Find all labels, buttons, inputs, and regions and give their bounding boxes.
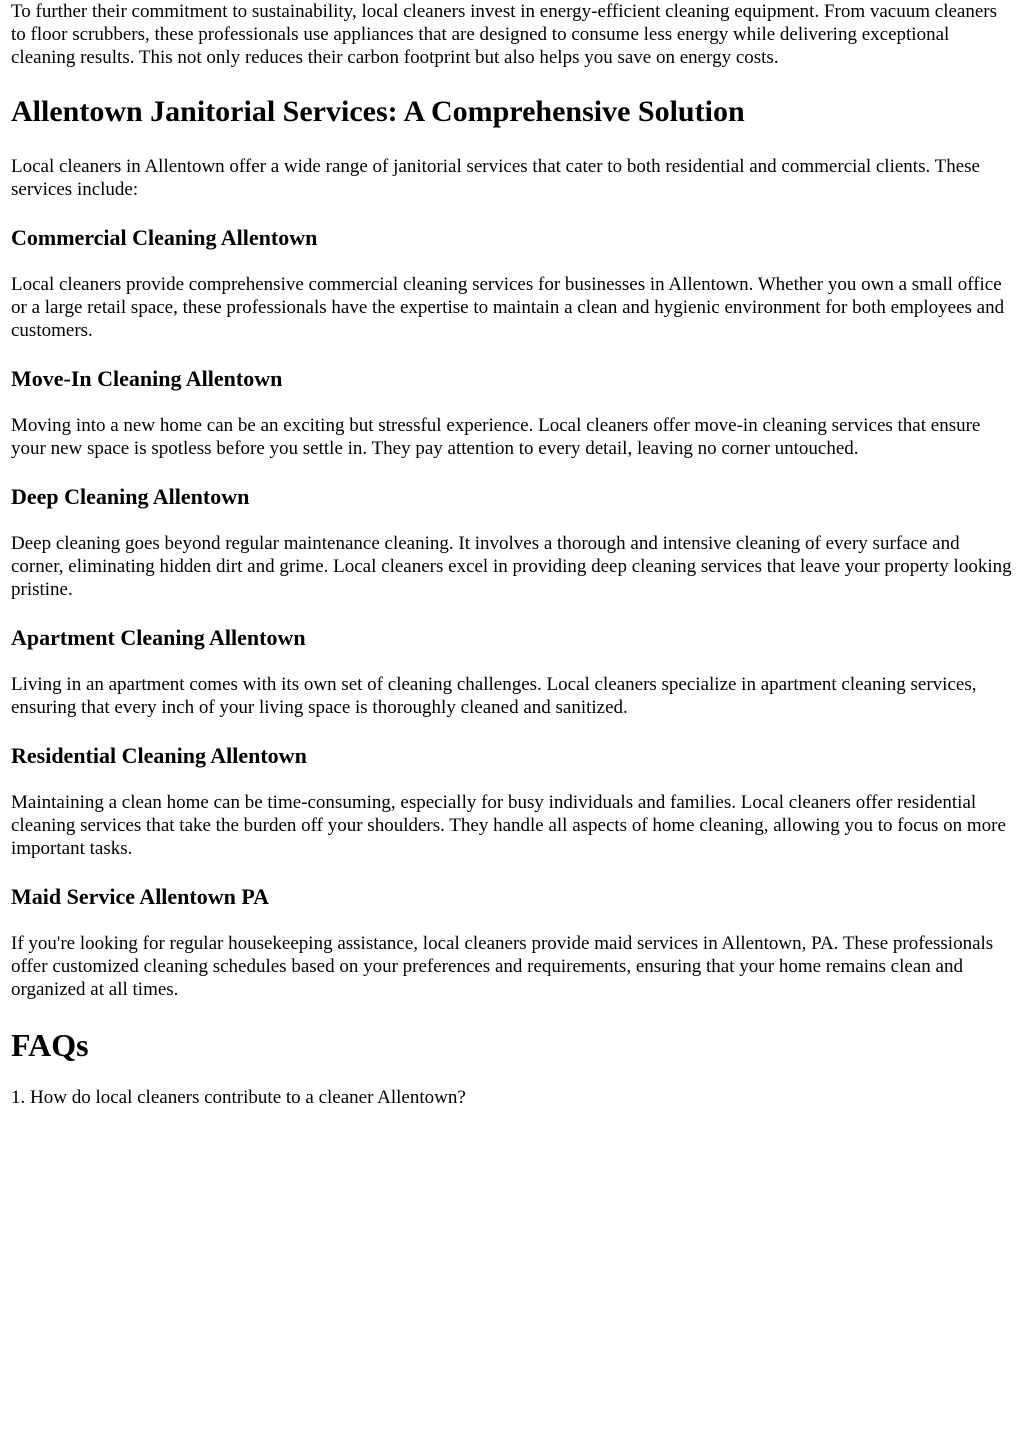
- section-heading: Allentown Janitorial Services: A Comprehensive Solution: [11, 95, 745, 128]
- service-heading-residential: Residential Cleaning Allentown: [11, 743, 307, 768]
- service-heading-deep: Deep Cleaning Allentown: [11, 484, 250, 509]
- service-body-apartment: Living in an apartment comes with its own set of cleaning challenges. Local cleaners specialize in apartment cleaning services, ensuring that every inch of your living space is thoroughly cleaned and sanitized.: [11, 674, 977, 718]
- service-body-commercial: Local cleaners provide comprehensive commercial cleaning services for businesses in Allentown. Whether you own a small office or a large retail space, these professionals have the expertise to maintain a clean and hygienic environment for both employees and customers.: [11, 274, 1005, 341]
- service-body-deep: Deep cleaning goes beyond regular maintenance cleaning. It involves a thorough and intensive cleaning of every surface and corner, eliminating hidden dirt and grime. Local cleaners excel in providing deep cleaning services that leave your property looking pristine.: [11, 533, 1012, 600]
- service-body-maid: If you're looking for regular housekeeping assistance, local cleaners provide maid services in Allentown, PA. These professionals offer customized cleaning schedules based on your preferences and requirements, ensuring that your home remains clean and organized at all times.: [11, 933, 994, 1000]
- service-heading-commercial: Commercial Cleaning Allentown: [11, 225, 318, 250]
- service-heading-move-in: Move-In Cleaning Allentown: [11, 366, 283, 391]
- intro-paragraph: To further their commitment to sustainability, local cleaners invest in energy-efficient cleaning equipment. From vacuum cleaners to floor scrubbers, these professionals use appliances that are designed to consume less energy while delivering exceptional cleaning results. This not only reduces their carbon footprint but also helps you save on energy costs.: [11, 1, 998, 68]
- section-lead-paragraph: Local cleaners in Allentown offer a wide range of janitorial services that cater to both residential and commercial clients. These services include:: [11, 156, 980, 200]
- service-heading-maid: Maid Service Allentown PA: [11, 884, 270, 909]
- faq-question: 1. How do local cleaners contribute to a cleaner Allentown?: [11, 1087, 466, 1108]
- service-body-move-in: Moving into a new home can be an exciting but stressful experience. Local cleaners offer move-in cleaning services that ensure your new space is spotless before you settle in. They pay attention to every detail, leaving no corner untouched.: [11, 415, 981, 459]
- service-body-residential: Maintaining a clean home can be time-consuming, especially for busy individuals and families. Local cleaners offer residential cleaning services that take the burden off your shoulders. They handle all aspects of home cleaning, allowing you to focus on more important tasks.: [11, 792, 1006, 859]
- service-heading-apartment: Apartment Cleaning Allentown: [11, 625, 306, 650]
- faqs-heading: FAQs: [11, 1027, 89, 1063]
